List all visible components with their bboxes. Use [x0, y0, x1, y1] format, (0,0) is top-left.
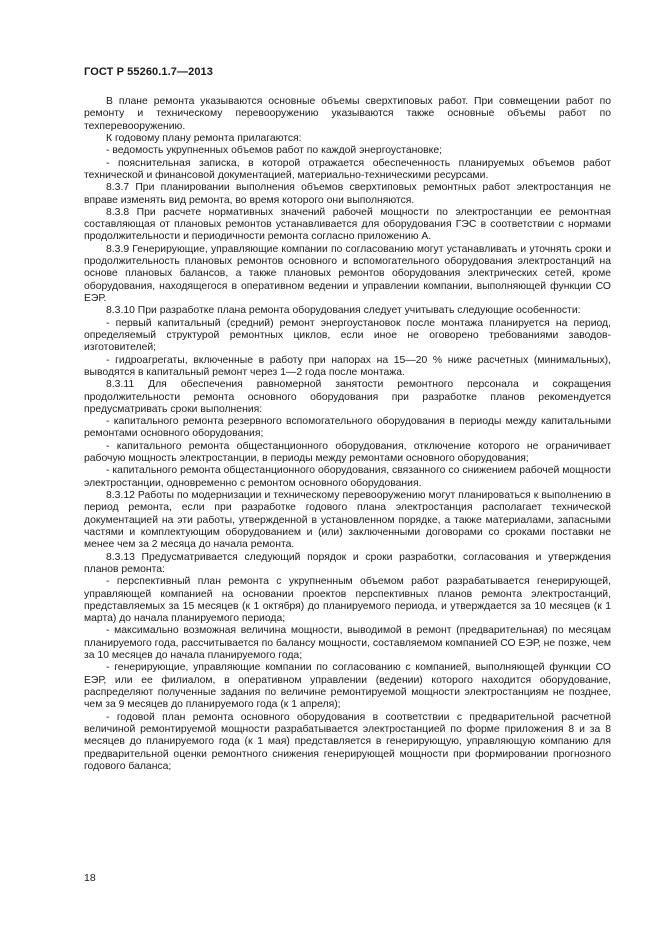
list-item: - капитального ремонта общестанционного оборудования, связанного со снижением рабочей мощности электростанции, одновременно с ремонтом основного оборудования.	[84, 465, 611, 489]
list-item: - капитального ремонта резервного вспомогательного оборудования в периоды между капитальными ремонтами основного оборудования;	[84, 416, 611, 440]
paragraph: В плане ремонта указываются основные объемы сверхтиповых работ. При совмещении работ по ремонту и техническому перевооружению указываются также основные объемы работ по техперевооружению.	[84, 96, 611, 132]
clause-8-3-13: 8.3.13 Предусматривается следующий порядок и сроки разработки, согласования и утверждения планов ремонта:	[84, 551, 611, 575]
document-body	[84, 96, 611, 773]
standard-header: ГОСТ Р 55260.1.7—2013	[84, 66, 213, 78]
list-item: - максимально возможная величина мощности, выводимой в ремонт (предварительная) по месяцам планируемого года, рассчитывается по балансу мощности, составляемом компанией СО ЕЭР, не позже, чем за 10 месяцев до начала планируемого года;	[84, 625, 611, 662]
list-item: - перспективный план ремонта с укрупненным объемом работ разрабатывается генерирующей, управляющей компанией на основании проектов перспективных планов ремонта электростанций, представляемых за 15 месяцев (к 1 октября) до планируемого периода, и утверждается за 10 месяцев (к 1 марта) до начала планируемого периода;	[84, 576, 611, 625]
list-item: - ведомость укрупненных объемов работ по каждой энергоустановке;	[106, 145, 442, 157]
list-item: - годовой план ремонта основного оборудования в соответствии с предварительной расчетной величиной ремонтируемой мощности разрабатывается электростанцией по форме приложения 8 и за 8 месяцев до планируемого года (к 1 мая) представляется в генерирующую, управляющую компанию для предварительной оценки ремонтного снижения генерирующей мощности при формировании прогнозного годового баланса;	[84, 711, 611, 772]
list-item: - гидроагрегаты, включенные в работу при напорах на 15—20 % ниже расчетных (минимальных), выводятся в капитальный ремонт через 1—2 года после монтажа.	[84, 354, 611, 378]
list-item: - пояснительная записка, в которой отражается обеспеченность планируемых объемов работ технической и финансовой документацией, материально-техническими ресурсами.	[84, 157, 611, 181]
clause-8-3-8: 8.3.8 При расчете нормативных значений рабочей мощности по электростанции ее ремонтная составляющая от плановых ремонтов устанавливается для оборудования ГЭС в соответствии с нормами продолжительности и периодичности ремонта согласно приложению А.	[84, 206, 611, 243]
clause-8-3-10: 8.3.10 При разработке плана ремонта оборудования следует учитывать следующие особенности:	[106, 305, 581, 317]
list-item: - генерирующие, управляющие компании по согласованию с компанией, выполняющей функции СО ЕЭР, или ее филиалом, в оперативном управлении (ведении) которого находится оборудование, распределяют полученные задания по величине ремонтируемой мощности электростанциям не позднее, чем за 9 месяцев до планируемого года (к 1 апреля);	[84, 662, 611, 711]
clause-8-3-9: 8.3.9 Генерирующие, управляющие компании по согласованию могут устанавливать и уточнять сроки и продолжительность плановых ремонтов основного и вспомогательного оборудования электростанций на основе плановых балансов, а также плановых ремонтов оборудования электрических сетей, кроме оборудования, находящегося в оперативном ведении и управлении компании, выполняющей функции СО ЕЭР.	[84, 243, 611, 304]
clause-8-3-7: 8.3.7 При планировании выполнения объемов сверхтиповых ремонтных работ электростанция не вправе изменять вид ремонта, во время которого они выполняются.	[84, 182, 611, 206]
clause-8-3-12: 8.3.12 Работы по модернизации и техническому перевооружению могут планироваться к выполнению в период ремонта, если при разработке годового плана электростанция располагает технической документацией на эти работы, утвержденной в установленном порядке, а также материалами, запасными частями и комплектующим оборудованием и (или) заключенными договорами со сроками поставки не менее чем за 2 месяца до начала ремонта.	[84, 490, 611, 551]
list-item: - первый капитальный (средний) ремонт энергоустановок после монтажа планируется на период, определяемый структурой ремонтных циклов, если иное не оговорено требованиями заводов-изготовителей;	[84, 317, 611, 354]
page-number: 18	[84, 872, 96, 884]
paragraph: К годовому плану ремонта прилагаются:	[106, 132, 302, 144]
list-item: - капитального ремонта общестанционного оборудования, отключение которого не ограничивает рабочую мощность электростанции, в периоды между ремонтами основного оборудования;	[84, 440, 611, 465]
clause-8-3-11: 8.3.11 Для обеспечения равномерной занятости ремонтного персонала и сокращения продолжительности ремонта основного оборудования при разработке планов рекомендуется предусматривать сроки выполнения:	[84, 379, 611, 415]
